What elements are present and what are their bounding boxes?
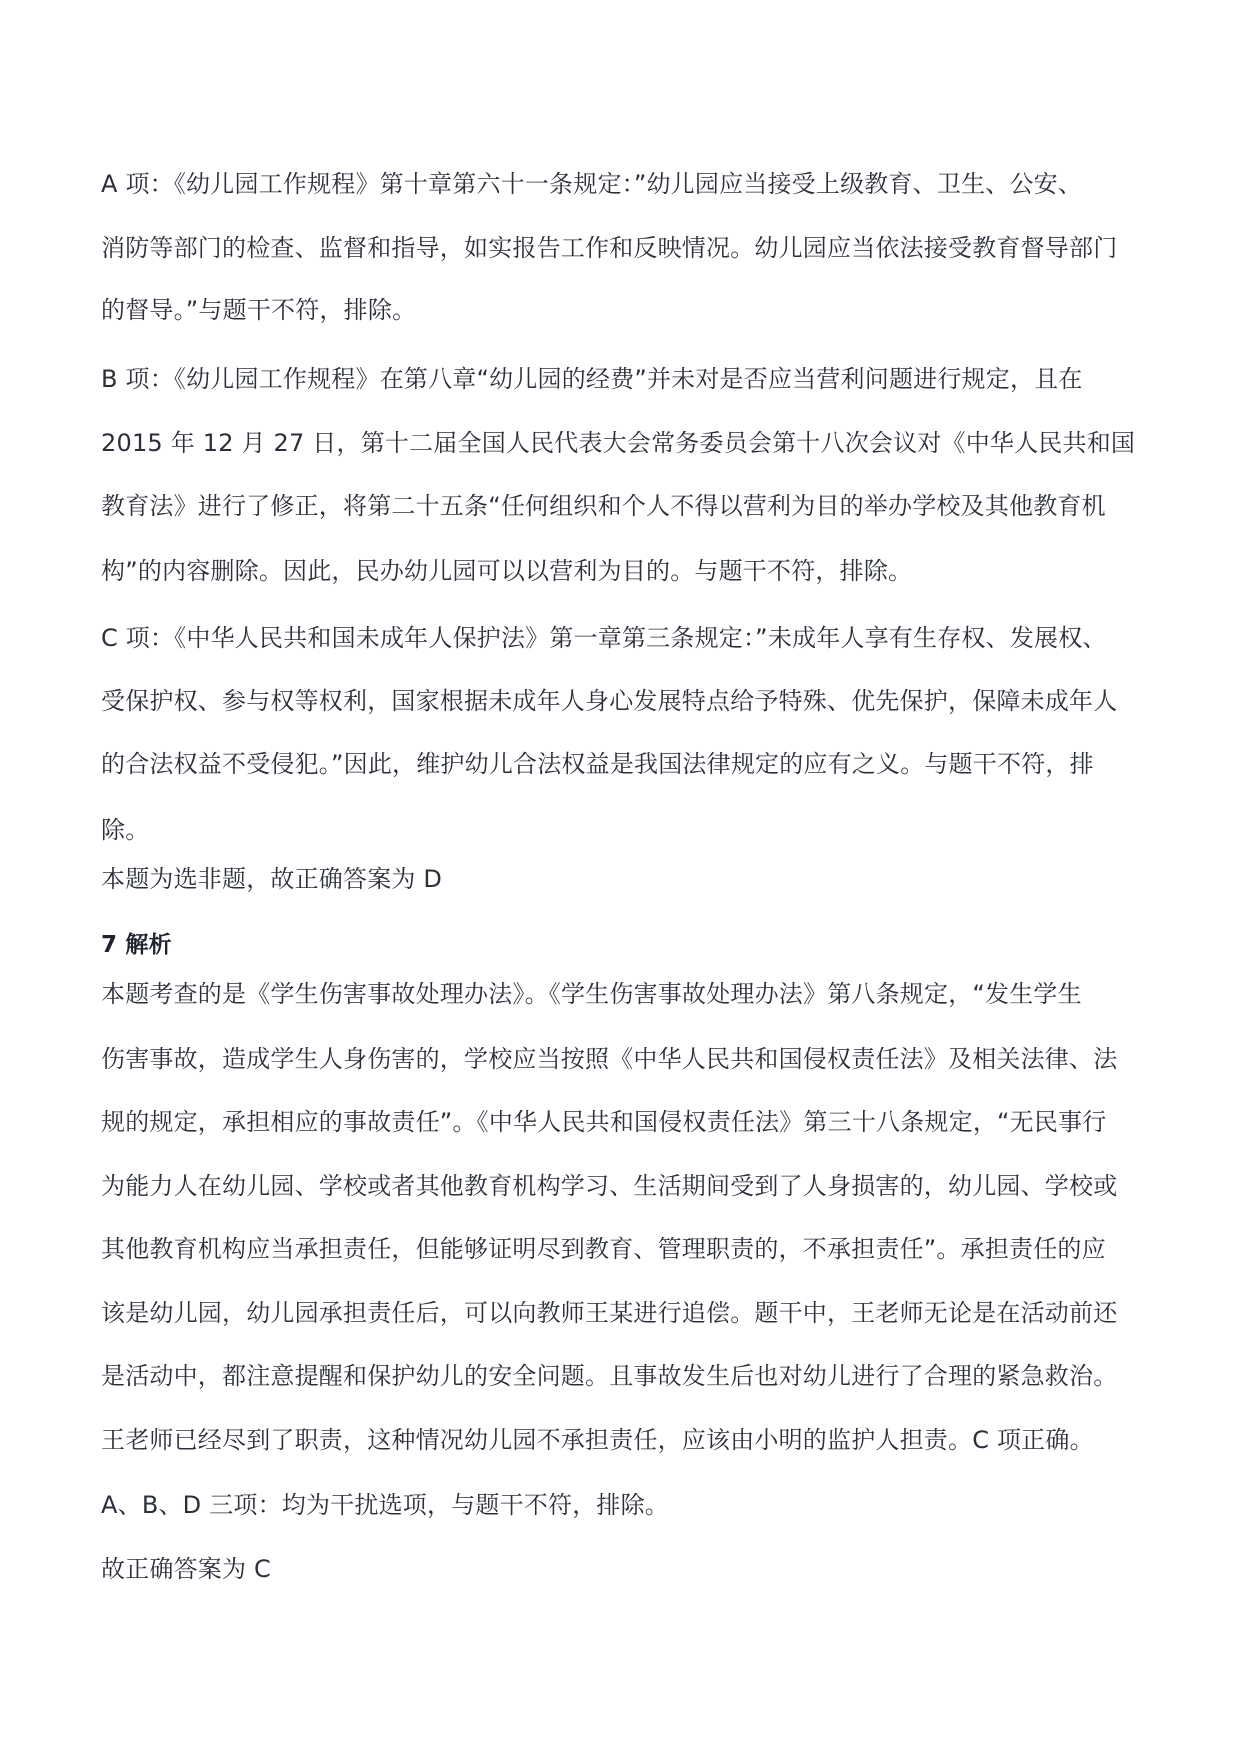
option-a-line-3: 的督导。”与题干不符，排除。	[101, 296, 417, 324]
option-a-line-2: 消防等部门的检查、监督和指导，如实报告工作和反映情况。幼儿园应当依法接受教育督导部门	[101, 234, 1118, 262]
section7-body-line-7: 是活动中，都注意提醒和保护幼儿的安全问题。且事故发生后也对幼儿进行了合理的紧急救治。	[101, 1362, 1118, 1390]
option-c-line-2: 受保护权、参与权等权利，国家根据未成年人身心发展特点给予特殊、优先保护，保障未成年人	[101, 687, 1118, 715]
section7-conclusion: 故正确答案为 C	[101, 1555, 271, 1583]
section7-body-line-3: 规的规定，承担相应的事故责任”。《中华人民共和国侵权责任法》第三十八条规定，“无民事行	[101, 1108, 1107, 1136]
section7-body-line-8: 王老师已经尽到了职责，这种情况幼儿园不承担责任，应该由小明的监护人担责。C 项正确。	[101, 1426, 1094, 1454]
section7-body-line-5: 其他教育机构应当承担责任，但能够证明尽到教育、管理职责的，不承担责任”。承担责任的应	[101, 1235, 1106, 1263]
option-b-line-4: 构”的内容删除。因此，民办幼儿园可以以营利为目的。与题干不符，排除。	[101, 557, 913, 585]
option-c-line-4: 除。	[101, 816, 150, 844]
section6-conclusion: 本题为选非题，故正确答案为 D	[101, 865, 443, 893]
option-b-line-2: 2015 年 12 月 27 日，第十二届全国人民代表大会常务委员会第十八次会议对《中华人民共和国	[101, 429, 1136, 457]
section7-body-line-4: 为能力人在幼儿园、学校或者其他教育机构学习、生活期间受到了人身损害的，幼儿园、学校或	[101, 1172, 1118, 1200]
section7-body-line-6: 该是幼儿园，幼儿园承担责任后，可以向教师王某进行追偿。题干中，王老师无论是在活动前还	[101, 1299, 1118, 1327]
section7-others: A、B、D 三项：均为干扰选项，与题干不符，排除。	[101, 1491, 669, 1519]
option-c-line-3: 的合法权益不受侵犯。”因此，维护幼儿合法权益是我国法律规定的应有之义。与题干不符，排	[101, 750, 1094, 778]
option-c-line-1: C 项：《中华人民共和国未成年人保护法》第一章第三条规定：”未成年人享有生存权、发展权、	[101, 624, 1107, 652]
section7-heading: 7 解析	[101, 932, 172, 958]
option-b-line-1: B 项：《幼儿园工作规程》在第八章“幼儿园的经费”并未对是否应当营利问题进行规定，且在	[101, 365, 1083, 393]
option-b-line-3: 教育法》进行了修正，将第二十五条“任何组织和个人不得以营利为目的举办学校及其他教育机	[101, 492, 1106, 520]
section7-body-line-2: 伤害事故，造成学生人身伤害的，学校应当按照《中华人民共和国侵权责任法》及相关法律、法	[101, 1045, 1118, 1073]
section7-body-line-1: 本题考查的是《学生伤害事故处理办法》。《学生伤害事故处理办法》第八条规定，“发生学生	[101, 980, 1082, 1008]
option-a-line-1: A 项：《幼儿园工作规程》第十章第六十一条规定：”幼儿园应当接受上级教育、卫生、公安、	[101, 170, 1083, 198]
